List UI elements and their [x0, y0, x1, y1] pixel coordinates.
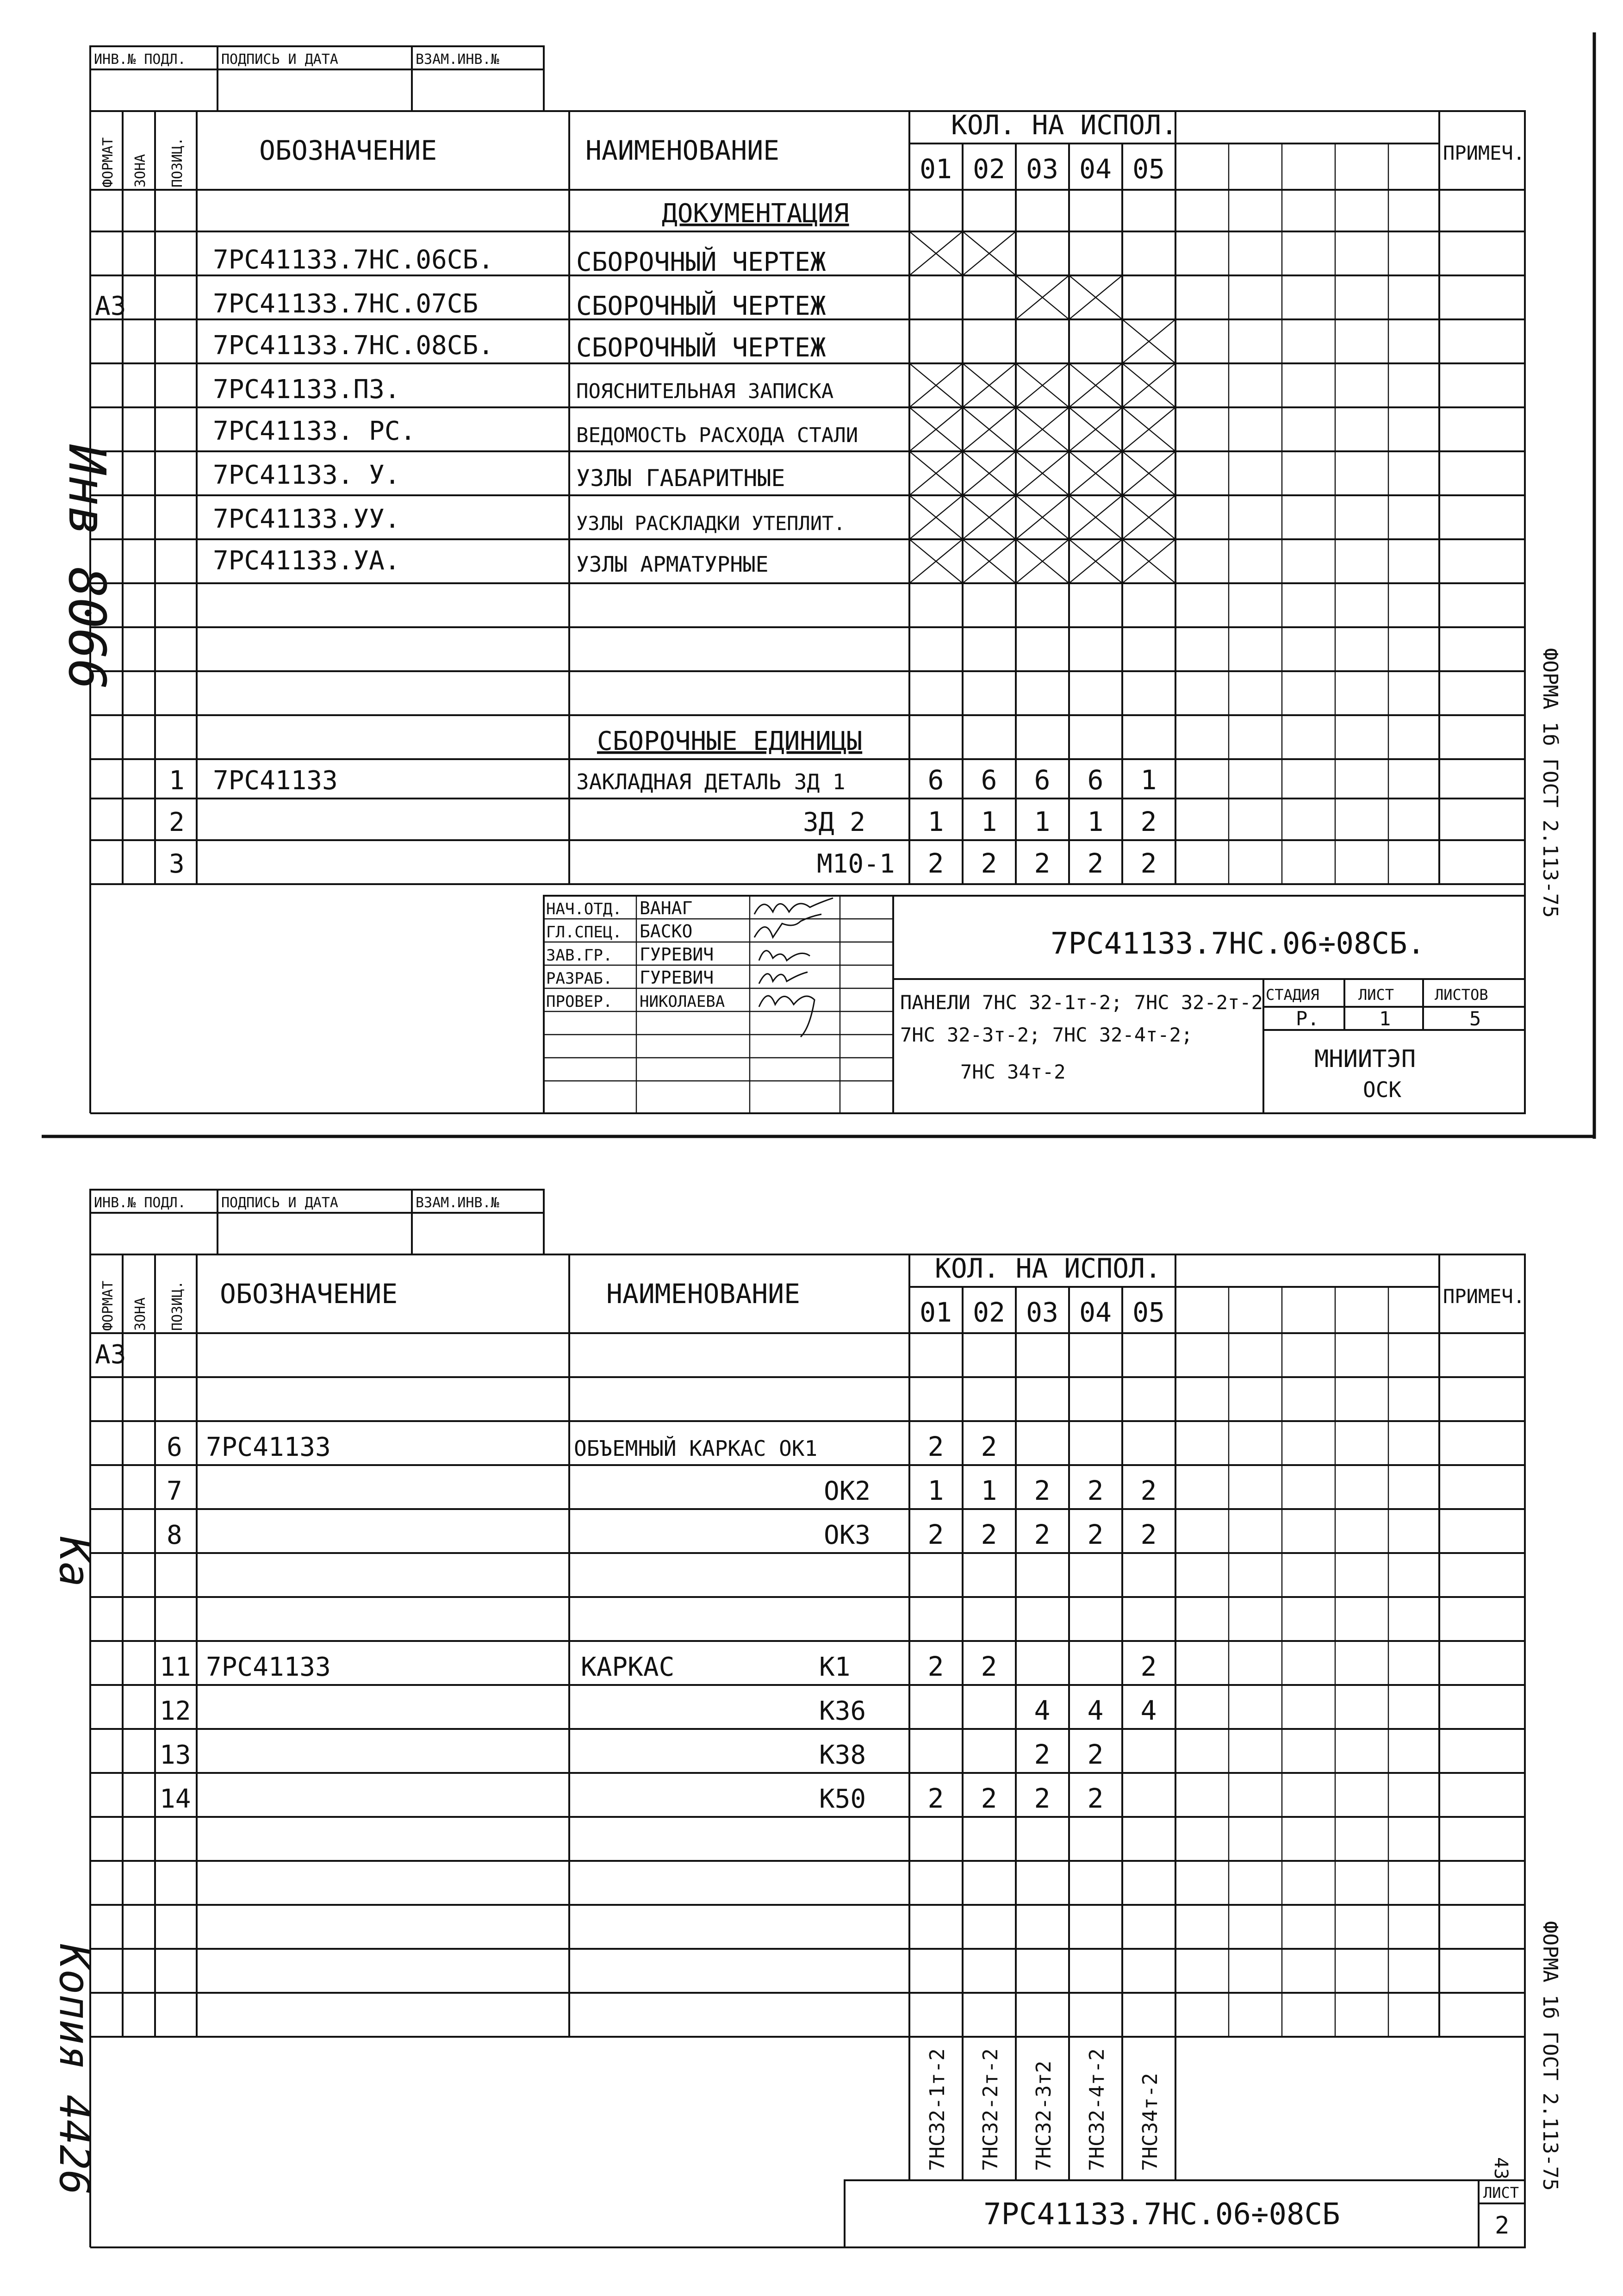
row-pos: 12 [160, 1696, 191, 1726]
row-mark: К36 [819, 1696, 866, 1726]
row-qty: 2 [1034, 1739, 1051, 1770]
doc-row-designation: 7РС41133. У. [213, 460, 400, 490]
format-value: А3 [95, 1340, 126, 1370]
replaced-inv-label: ВЗАМ.ИНВ.№ [416, 1195, 499, 1211]
variant-names [926, 2048, 1162, 2171]
assembly-qty: 1 [1087, 806, 1104, 837]
assembly-qty: 6 [927, 764, 944, 796]
row-qty: 1 [981, 1475, 997, 1506]
stamp-title-line: 7НС 32-3т-2; 7НС 32-4т-2; [900, 1023, 1193, 1046]
doc-row-name: ВЕДОМОСТЬ РАСХОДА СТАЛИ [576, 424, 858, 447]
row-qty: 4 [1034, 1695, 1051, 1726]
sheet2-rows [160, 1431, 1157, 1814]
margin-handwriting: Ка [50, 1537, 99, 1587]
org-department: ОСК [1363, 1077, 1402, 1102]
assembly-pos: 1 [169, 766, 185, 796]
variant-02-header: 02 [973, 1297, 1005, 1328]
assembly-qty: 1 [981, 806, 997, 837]
variant-01-header: 01 [920, 153, 952, 185]
col-zone-header: ЗОНА [132, 1297, 149, 1331]
assembly-qty: 1 [1034, 806, 1051, 837]
assembly-qty: 6 [1087, 764, 1104, 796]
stamp-role: НАЧ.ОТД. [546, 900, 622, 918]
assembly-qty: 2 [1140, 806, 1157, 837]
sheet1-doc-rows [95, 245, 858, 577]
side-form-label: ФОРМА 1б ГОСТ 2.113-75 [1538, 648, 1562, 918]
row-qty: 2 [981, 1519, 997, 1550]
sheet2-sheet-value: 2 [1495, 2212, 1510, 2240]
col-name-header: НАИМЕНОВАНИЕ [585, 135, 780, 166]
row-qty: 2 [1087, 1475, 1104, 1506]
row-qty: 2 [1087, 1519, 1104, 1550]
org-name: МНИИТЭП [1314, 1045, 1416, 1073]
row-qty: 2 [981, 1783, 997, 1814]
assembly-qty: 6 [981, 764, 997, 796]
assembly-name: ЗД 2 [803, 807, 865, 837]
assembly-pos: 3 [169, 849, 185, 879]
assembly-name: ЗАКЛАДНАЯ ДЕТАЛЬ ЗД 1 [576, 769, 846, 794]
row-pos: 14 [160, 1784, 191, 1814]
sheet2-top-header [90, 1190, 544, 1254]
sheet1-top-header [90, 46, 544, 111]
variant-04-header: 04 [1079, 153, 1112, 185]
doc-row-name: СБОРОЧНЫЙ ЧЕРТЕЖ [576, 333, 826, 363]
col-designation-header: ОБОЗНАЧЕНИЕ [220, 1278, 398, 1310]
doc-row-designation: 7РС41133.ПЗ. [213, 374, 400, 405]
replaced-inv-label: ВЗАМ.ИНВ.№ [416, 51, 499, 68]
assembly-qty: 2 [1140, 848, 1157, 879]
row-mark: К38 [819, 1740, 866, 1770]
signature-date-label: ПОДПИСЬ И ДАТА [221, 51, 338, 68]
row-pos: 11 [160, 1652, 191, 1682]
row-mark: К50 [819, 1784, 866, 1814]
stamp-person: ВАНАГ [640, 898, 693, 918]
row-qty: 2 [1140, 1519, 1157, 1550]
row-qty: 2 [927, 1783, 944, 1814]
stamp-role: ГЛ.СПЕЦ. [546, 923, 622, 942]
doc-row-format: А3 [95, 291, 126, 321]
variant-05-header: 05 [1132, 1297, 1165, 1328]
col-format-header: ФОРМАТ [100, 1280, 116, 1331]
doc-row-name: СБОРОЧНЫЙ ЧЕРТЕЖ [576, 247, 826, 277]
assembly-qty: 1 [927, 806, 944, 837]
row-qty: 2 [927, 1431, 944, 1462]
col-qty-header: КОЛ. НА ИСПОЛ. [935, 1253, 1161, 1284]
sheet2-spec-table [90, 1254, 1525, 2247]
stamp-person: НИКОЛАЕВА [640, 992, 725, 1011]
assembly-qty: 2 [1087, 848, 1104, 879]
assembly-qty: 2 [1034, 848, 1051, 879]
variant-04-header: 04 [1079, 1297, 1112, 1328]
variant-name: 7НС32-1т-2 [926, 2048, 949, 2171]
assembly-qty: 2 [981, 848, 997, 879]
variant-name: 7НС34т-2 [1138, 2073, 1162, 2171]
assembly-qty: 1 [1140, 764, 1157, 796]
margin-handwriting: Инв 8066 [57, 444, 117, 690]
assembly-qty: 2 [927, 848, 944, 879]
row-name: КАРКАС [581, 1652, 675, 1682]
doc-row-designation: 7РС41133.7НС.07СБ [213, 289, 479, 319]
doc-row-name: СБОРОЧНЫЙ ЧЕРТЕЖ [576, 291, 826, 321]
row-name: ОБЪЕМНЫЙ КАРКАС ОК1 [574, 1436, 818, 1461]
signature-date-label: ПОДПИСЬ И ДАТА [221, 1195, 338, 1211]
row-mark: К1 [819, 1652, 851, 1682]
row-qty: 2 [1140, 1475, 1157, 1506]
assembly-qty: 6 [1034, 764, 1051, 796]
variant-name: 7НС32-4т-2 [1085, 2048, 1109, 2171]
variant-03-header: 03 [1026, 153, 1058, 185]
variant-name: 7НС32-2т-2 [979, 2048, 1002, 2171]
sheet1-title-block [544, 896, 1525, 1113]
stage-value: Р. [1296, 1007, 1319, 1030]
section-assemblies: СБОРОЧНЫЕ ЕДИНИЦЫ [597, 726, 863, 756]
assembly-name: М10-1 [817, 849, 895, 879]
col-name-header: НАИМЕНОВАНИЕ [606, 1278, 801, 1310]
sheet-1 [57, 46, 1562, 1113]
row-qty: 2 [1034, 1519, 1051, 1550]
sheet-value: 1 [1379, 1007, 1391, 1030]
col-qty-header: КОЛ. НА ИСПОЛ. [951, 109, 1177, 141]
doc-row-name: ПОЯСНИТЕЛЬНАЯ ЗАПИСКА [576, 380, 834, 403]
row-qty: 4 [1140, 1695, 1157, 1726]
inv-number-label: ИНВ.№ ПОДЛ. [94, 1195, 186, 1211]
col-zone-header: ЗОНА [132, 154, 149, 187]
assembly-pos: 2 [169, 807, 185, 837]
col-pos-header: ПОЗИЦ. [169, 1280, 186, 1331]
sheet-label: ЛИСТ [1358, 986, 1394, 1004]
row-qty: 2 [1087, 1739, 1104, 1770]
row-name: ОК2 [824, 1476, 871, 1506]
doc-row-name: УЗЛЫ ГАБАРИТНЫЕ [576, 465, 785, 492]
doc-row-name: УЗЛЫ РАСКЛАДКИ УТЕПЛИТ. [576, 512, 846, 535]
sheet1-column-headers [100, 109, 1525, 187]
doc-row-designation: 7РС41133.7НС.08СБ. [213, 331, 494, 361]
sheets-label: ЛИСТОВ [1435, 986, 1488, 1004]
variant-05-header: 05 [1132, 153, 1165, 185]
row-qty: 2 [1140, 1651, 1157, 1682]
stamp-doc-number: 7РС41133.7НС.06÷08СБ. [1051, 927, 1425, 961]
sheets-value: 5 [1469, 1007, 1481, 1030]
col-pos-header: ПОЗИЦ. [169, 137, 186, 187]
sheet2-row-lines [90, 1377, 1525, 1993]
section-documentation: ДОКУМЕНТАЦИЯ [662, 199, 849, 229]
row-qty: 2 [1034, 1475, 1051, 1506]
row-name: ОК3 [824, 1520, 871, 1550]
stamp-person: ГУРЕВИЧ [640, 944, 714, 965]
row-qty: 2 [927, 1519, 944, 1550]
row-pos: 6 [167, 1432, 182, 1462]
doc-row-designation: 7РС41133. РС. [213, 416, 416, 446]
row-designation: 7РС41133 [206, 1652, 331, 1682]
variant-03-header: 03 [1026, 1297, 1058, 1328]
row-qty: 1 [927, 1475, 944, 1506]
row-pos: 13 [160, 1740, 191, 1770]
inv-number-label: ИНВ.№ ПОДЛ. [94, 51, 186, 68]
col-designation-header: ОБОЗНАЧЕНИЕ [259, 135, 437, 166]
stamp-title-line: 7НС 34т-2 [960, 1061, 1066, 1083]
stamp-role: РАЗРАБ. [546, 969, 613, 988]
stamp-role: ПРОВЕР. [546, 992, 613, 1011]
row-qty: 2 [981, 1431, 997, 1462]
stamp-title-line: ПАНЕЛИ 7НС 32-1т-2; 7НС 32-2т-2 [900, 991, 1263, 1014]
stamp-person: БАСКО [640, 921, 693, 942]
variant-02-header: 02 [973, 153, 1005, 185]
assembly-designation: 7РС41133 [213, 766, 338, 796]
sheet2-sheet-label: ЛИСТ [1483, 2184, 1519, 2202]
col-note-header: ПРИМЕЧ. [1443, 142, 1525, 164]
stamp-role: ЗАВ.ГР. [546, 946, 613, 965]
variant-name: 7НС32-3т2 [1032, 2060, 1056, 2171]
doc-row-designation: 7РС41133.УУ. [213, 504, 400, 534]
row-qty: 2 [1087, 1783, 1104, 1814]
col-format-header: ФОРМАТ [100, 137, 116, 187]
row-designation: 7РС41133 [206, 1432, 331, 1462]
row-qty: 4 [1087, 1695, 1104, 1726]
row-qty: 2 [927, 1651, 944, 1682]
sheet2-column-headers [100, 1253, 1525, 1331]
margin-handwriting: Копия 4426 [50, 1944, 99, 2195]
variant-01-header: 01 [920, 1297, 952, 1328]
side-form-label: ФОРМА 1б ГОСТ 2.113-75 [1538, 1921, 1562, 2191]
stage-label: СТАДИЯ [1266, 986, 1319, 1004]
sheet1-assembly-rows [169, 764, 1157, 879]
page-mark: 43 [1490, 2157, 1511, 2180]
row-qty: 2 [1034, 1783, 1051, 1814]
doc-row-designation: 7РС41133.УА. [213, 546, 400, 576]
doc-row-designation: 7РС41133.7НС.06СБ. [213, 245, 494, 275]
stamp-person: ГУРЕВИЧ [640, 967, 714, 988]
row-qty: 2 [981, 1651, 997, 1682]
col-note-header: ПРИМЕЧ. [1443, 1285, 1525, 1308]
sheet-2 [50, 1190, 1562, 2247]
row-pos: 7 [167, 1476, 182, 1506]
row-pos: 8 [167, 1520, 182, 1550]
doc-row-name: УЗЛЫ АРМАТУРНЫЕ [576, 552, 769, 577]
sheet2-doc-number: 7РС41133.7НС.06÷08СБ [983, 2197, 1340, 2232]
